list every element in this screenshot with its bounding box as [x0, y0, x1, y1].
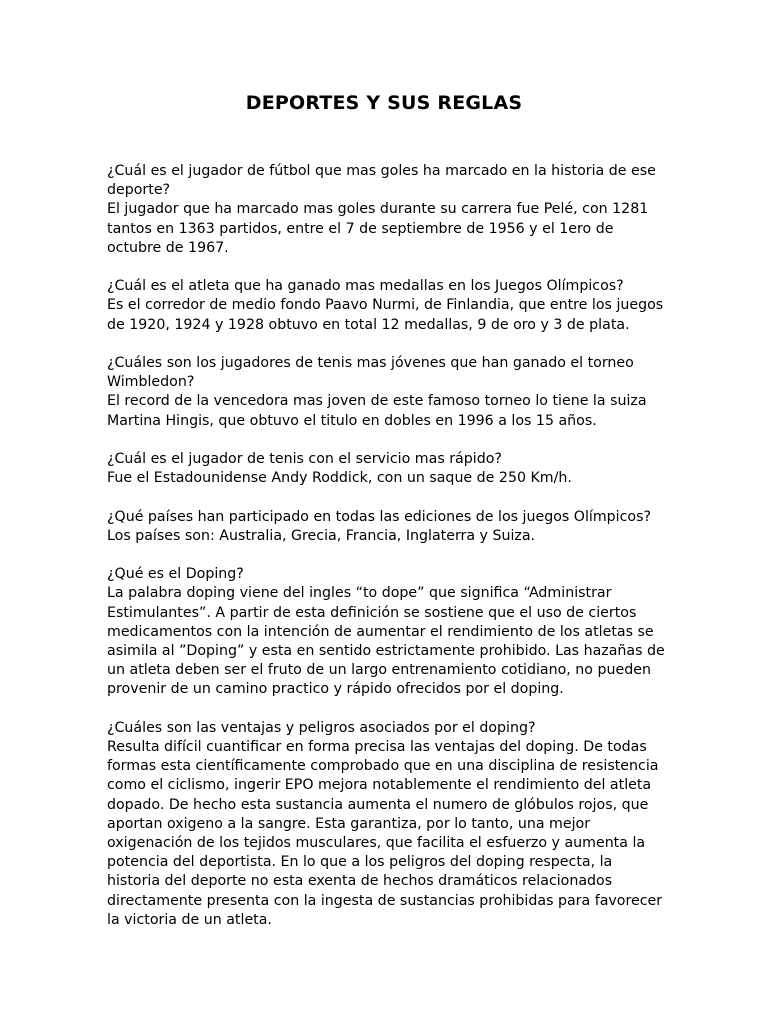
answer-text: El jugador que ha marcado mas goles durante su carrera fue Pelé, con 1281 tantos en 1363 partidos, entre el 7 de septiembre de 1956 y el 1ero de octubre de 1967. — [107, 201, 649, 256]
question-text: ¿Cuál es el atleta que ha ganado mas medallas en los Juegos Olímpicos? — [107, 278, 624, 295]
qa-section — [107, 450, 667, 488]
answer-text: El record de la vencedora mas joven de este famoso torneo lo tiene la suiza Martina Hingis, que obtuvo el titulo en dobles en 1996 a los 15 años. — [107, 393, 647, 429]
answer-text: Resulta difícil cuantificar en forma precisa las ventajas del doping. De todas formas esta científicamente comprobado que en una disciplina de resistencia como el ciclismo, ingerir EPO mejora notablemente el rendimiento del atleta dopado. De hecho esta sustancia aumenta el numero de glóbulos rojos, que aportan oxigeno a la sangre. Esta garantiza, por lo tanto, una mejor oxigenación de los tejidos musculares, que facilita el esfuerzo y aumenta la potencia del deportista. En lo que a los peligros del doping respecta, la historia del deporte no esta exenta de hechos dramáticos relacionados directamente presenta con la ingesta de sustancias prohibidas para favorecer la victoria de un atleta. — [107, 739, 663, 928]
question-text: ¿Qué es el Doping? — [107, 566, 244, 583]
qa-section — [107, 354, 667, 431]
answer-text: Es el corredor de medio fondo Paavo Nurmi, de Finlandia, que entre los juegos de 1920, 1924 y 1928 obtuvo en total 12 medallas, 9 de oro y 3 de plata. — [107, 297, 664, 333]
question-text: ¿Cuáles son las ventajas y peligros asociados por el doping? — [107, 719, 536, 736]
question-text: ¿Qué países han participado en todas las ediciones de los juegos Olímpicos? — [107, 508, 652, 525]
answer-text: Los países son: Australia, Grecia, Francia, Inglaterra y Suiza. — [107, 527, 536, 544]
question-text: ¿Cuál es el jugador de fútbol que mas goles ha marcado en la historia de ese deporte? — [107, 163, 656, 199]
qa-section — [107, 508, 667, 546]
qa-section — [107, 162, 667, 258]
question-text: ¿Cuál es el jugador de tenis con el servicio mas rápido? — [107, 451, 502, 467]
page-title: DEPORTES Y SUS REGLAS — [245, 92, 523, 114]
answer-text: La palabra doping viene del ingles “to dope” que significa “Administrar Estimulantes”. A partir de esta definición se sostiene que el uso de ciertos medicamentos con la intención de aumentar el rendimiento de los atletas se asimila al ”Doping” y esta en sentido estrictamente prohibido. Las hazañas de un atleta deben ser el fruto de un largo entrenamiento cotidiano, no pueden provenir de un camino practico y rápido ofrecidos por el doping. — [107, 585, 665, 698]
qa-section — [107, 565, 667, 699]
question-text: ¿Cuáles son los jugadores de tenis mas jóvenes que han ganado el torneo Wimbledon? — [107, 355, 634, 391]
answer-text: Fue el Estadounidense Andy Roddick, con un saque de 250 Km/h. — [107, 470, 572, 487]
qa-section — [107, 719, 667, 930]
document-body — [107, 162, 667, 949]
qa-section — [107, 277, 667, 335]
